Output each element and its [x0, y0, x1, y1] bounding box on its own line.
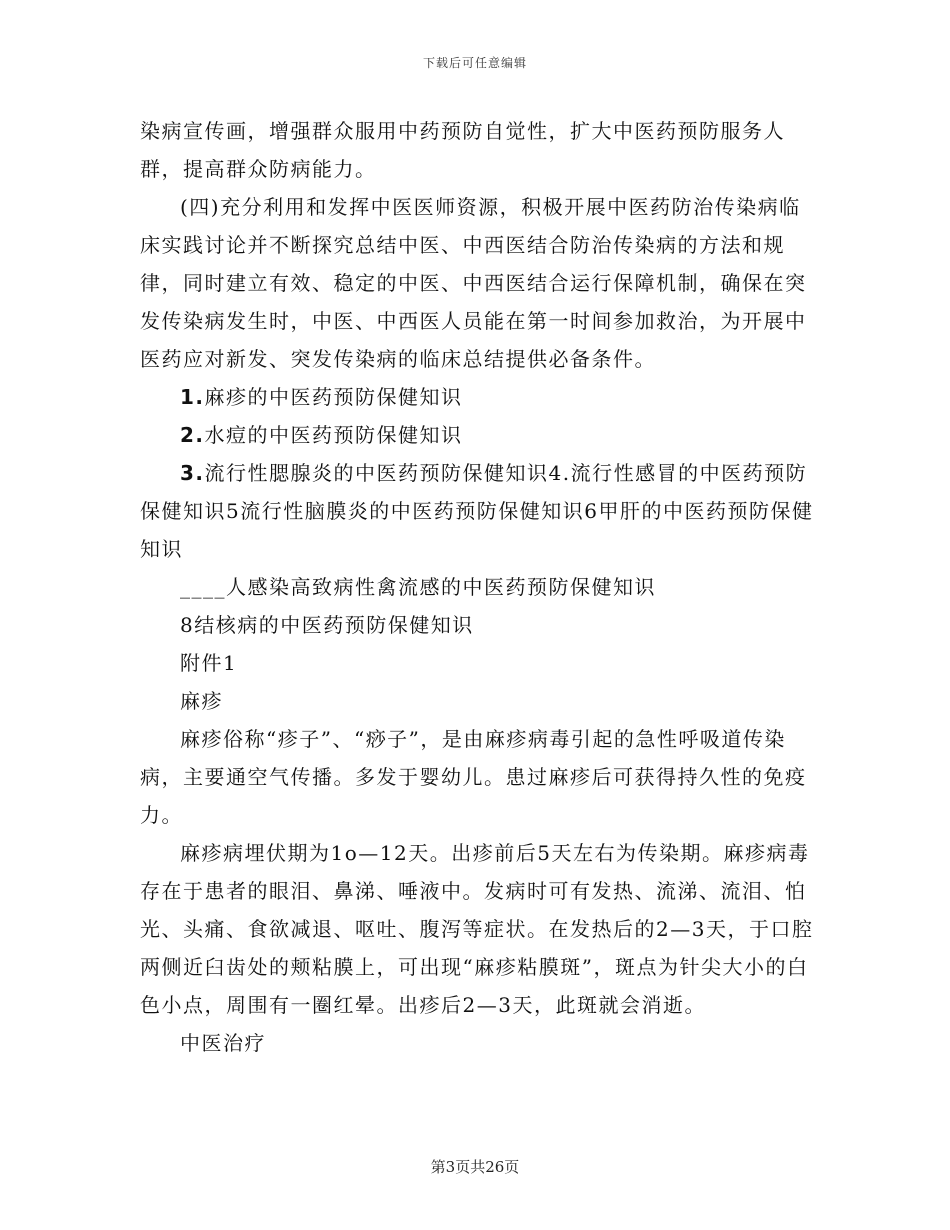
section-title-measles: 麻疹 — [180, 689, 223, 713]
list-item-2 — [140, 416, 820, 454]
document-body — [140, 112, 820, 1062]
list-item-7: ____人感染高致病性禽流感的中医药预防保健知识 — [180, 575, 656, 599]
page-header: 下载后可任意编辑 — [422, 56, 527, 70]
paragraph-measles-intro: 麻疹俗称“疹子”、“痧子”，是由麻疹病毒引起的急性呼吸道传染病，主要通空气传播。多发于婴幼儿。患过麻疹后可获得持久性的免疫力。 — [140, 727, 807, 827]
list-text: 水痘的中医药预防保健知识 — [204, 423, 463, 447]
list-text: 流行性腮腺炎的中医药预防保健知识4.流行性感冒的中医药预防保健知识5流行性脑膜炎的中医药预防保健知识6甲肝的中医药预防保健知识 — [140, 461, 814, 561]
attachment-label: 附件1 — [180, 651, 238, 675]
section-title-tcm-treatment: 中医治疗 — [180, 1031, 266, 1055]
page-footer: 第3页共26页 — [430, 1158, 520, 1176]
list-item-1 — [140, 378, 820, 416]
paragraph-measles-symptoms: 麻疹病埋伏期为1o—12天。出疹前后5天左右为传染期。麻疹病毒存在于患者的眼泪、鼻涕、唾液中。发病时可有发热、流涕、流泪、怕光、头痛、食欲减退、呕吐、腹泻等症状。在发热后的2—3天，于口腔两侧近臼齿处的颊粘膜上，可出现“麻疹粘膜斑”，斑点为针尖大小的白色小点，周围有一圈红晕。出疹后2—3天，此斑就会消逝。 — [140, 841, 814, 1017]
list-number: 1. — [180, 385, 205, 409]
list-text: 麻疹的中医药预防保健知识 — [204, 385, 463, 409]
list-number: 3. — [180, 461, 205, 485]
paragraph-continued: 染病宣传画，增强群众服用中药预防自觉性，扩大中医药预防服务人群，提高群众防病能力。 — [140, 119, 785, 181]
list-number: 2. — [180, 423, 205, 447]
paragraph-section-4: (四)充分利用和发挥中医医师资源，积极开展中医药防治传染病临床实践讨论并不断探究总结中医、中西医结合防治传染病的方法和规律，同时建立有效、稳定的中医、中西医结合运行保障机制，确保在突发传染病发生时，中医、中西医人员能在第一时间参加救治，为开展中医药应对新发、突发传染病的临床总结提供必备条件。 — [140, 195, 807, 371]
list-item-3 — [140, 454, 820, 568]
list-item-8: 8结核病的中医药预防保健知识 — [180, 613, 474, 637]
